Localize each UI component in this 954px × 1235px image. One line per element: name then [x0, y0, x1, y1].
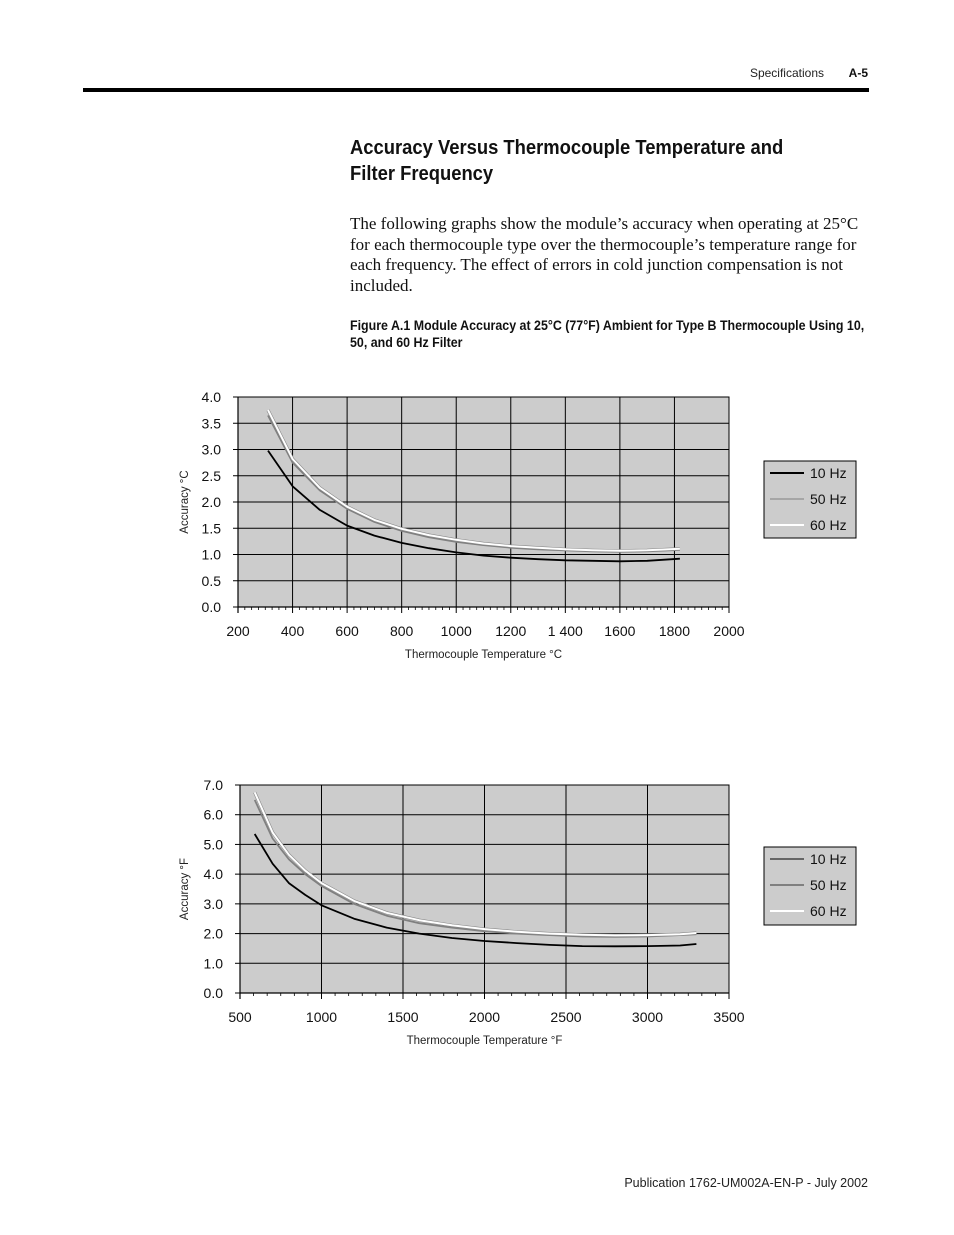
y-tick-label: 2.0: [201, 494, 221, 510]
page-header: [0, 66, 868, 84]
y-tick-label: 0.5: [201, 572, 221, 589]
legend-10hz-label: 10 Hz: [810, 851, 847, 867]
y-tick-label: 1.0: [201, 546, 221, 563]
y-tick-label: 5.0: [203, 836, 223, 853]
y-tick-label: 6.0: [203, 806, 223, 823]
y-tick-label: 2.5: [201, 467, 221, 484]
figure-caption: Figure A.1 Module Accuracy at 25°C (77°F) Ambient for Type B Thermocouple Using 10, 50, and 60 Hz Filter: [350, 318, 865, 350]
y-tick-label: 4.0: [201, 389, 221, 405]
x-tick-label: 1000: [440, 623, 472, 639]
x-tick-label: 500: [228, 1009, 252, 1025]
y-tick-label: 3.5: [201, 415, 221, 432]
x-tick-label: 2000: [713, 623, 745, 639]
x-tick-label: 400: [280, 623, 305, 639]
x-tick-label: 1200: [495, 623, 527, 639]
publication-footer: Publication 1762-UM002A-EN-P - July 2002: [624, 1176, 868, 1190]
x-tick-label: 1800: [658, 623, 691, 639]
y-tick-label: 2.0: [203, 925, 223, 942]
header-section-title: Specifications: [749, 66, 824, 80]
y-tick-label: 7.0: [203, 777, 223, 793]
chart-celsius-svg: [0, 380, 954, 680]
y-tick-label: 4.0: [203, 866, 223, 883]
legend-10hz-label: 10 Hz: [810, 465, 847, 481]
intro-paragraph: The following graphs show the module’s accuracy when operating at 25°C for each thermocouple type over the thermocouple’s temperature range for each frequency. The effect of errors in cold junction compensation is not included.: [350, 214, 859, 295]
x-axis-label: Thermocouple Temperature °F: [406, 1035, 563, 1047]
x-tick-label: 1600: [604, 623, 636, 639]
y-tick-label: 1.5: [201, 520, 221, 537]
header-rule: [83, 88, 869, 92]
y-tick-label: 3.0: [201, 441, 221, 458]
chart-fahrenheit-svg: [0, 770, 954, 1070]
x-tick-label: 1000: [305, 1009, 338, 1025]
x-tick-label: 1 400: [547, 623, 583, 639]
section-title: Accuracy Versus Thermocouple Temperature and Filter Frequency: [350, 137, 784, 185]
legend-50hz-label: 50 Hz: [810, 491, 847, 507]
x-tick-label: 200: [226, 623, 250, 639]
legend-60hz-label: 60 Hz: [810, 517, 847, 533]
chart-fahrenheit: [0, 770, 954, 1070]
x-tick-label: 3500: [713, 1009, 745, 1025]
y-tick-label: 0.0: [203, 985, 223, 1001]
legend-50hz-label: 50 Hz: [810, 877, 847, 893]
legend-60hz-label: 60 Hz: [810, 903, 847, 919]
x-tick-label: 2500: [550, 1009, 582, 1025]
y-axis-label: Accuracy °F: [179, 857, 191, 921]
y-tick-label: 3.0: [203, 895, 223, 912]
x-tick-label: 800: [389, 623, 414, 639]
y-tick-label: 0.0: [201, 599, 221, 615]
y-axis-label: Accuracy °C: [179, 470, 191, 534]
x-tick-label: 3000: [631, 1009, 664, 1025]
x-tick-label: 2000: [468, 1009, 501, 1025]
chart-celsius: [0, 380, 954, 680]
x-axis-label: Thermocouple Temperature °C: [404, 649, 563, 661]
y-tick-label: 1.0: [203, 955, 223, 972]
header-page-number: A-5: [848, 66, 868, 80]
x-tick-label: 1500: [387, 1009, 419, 1025]
x-tick-label: 600: [335, 623, 359, 639]
